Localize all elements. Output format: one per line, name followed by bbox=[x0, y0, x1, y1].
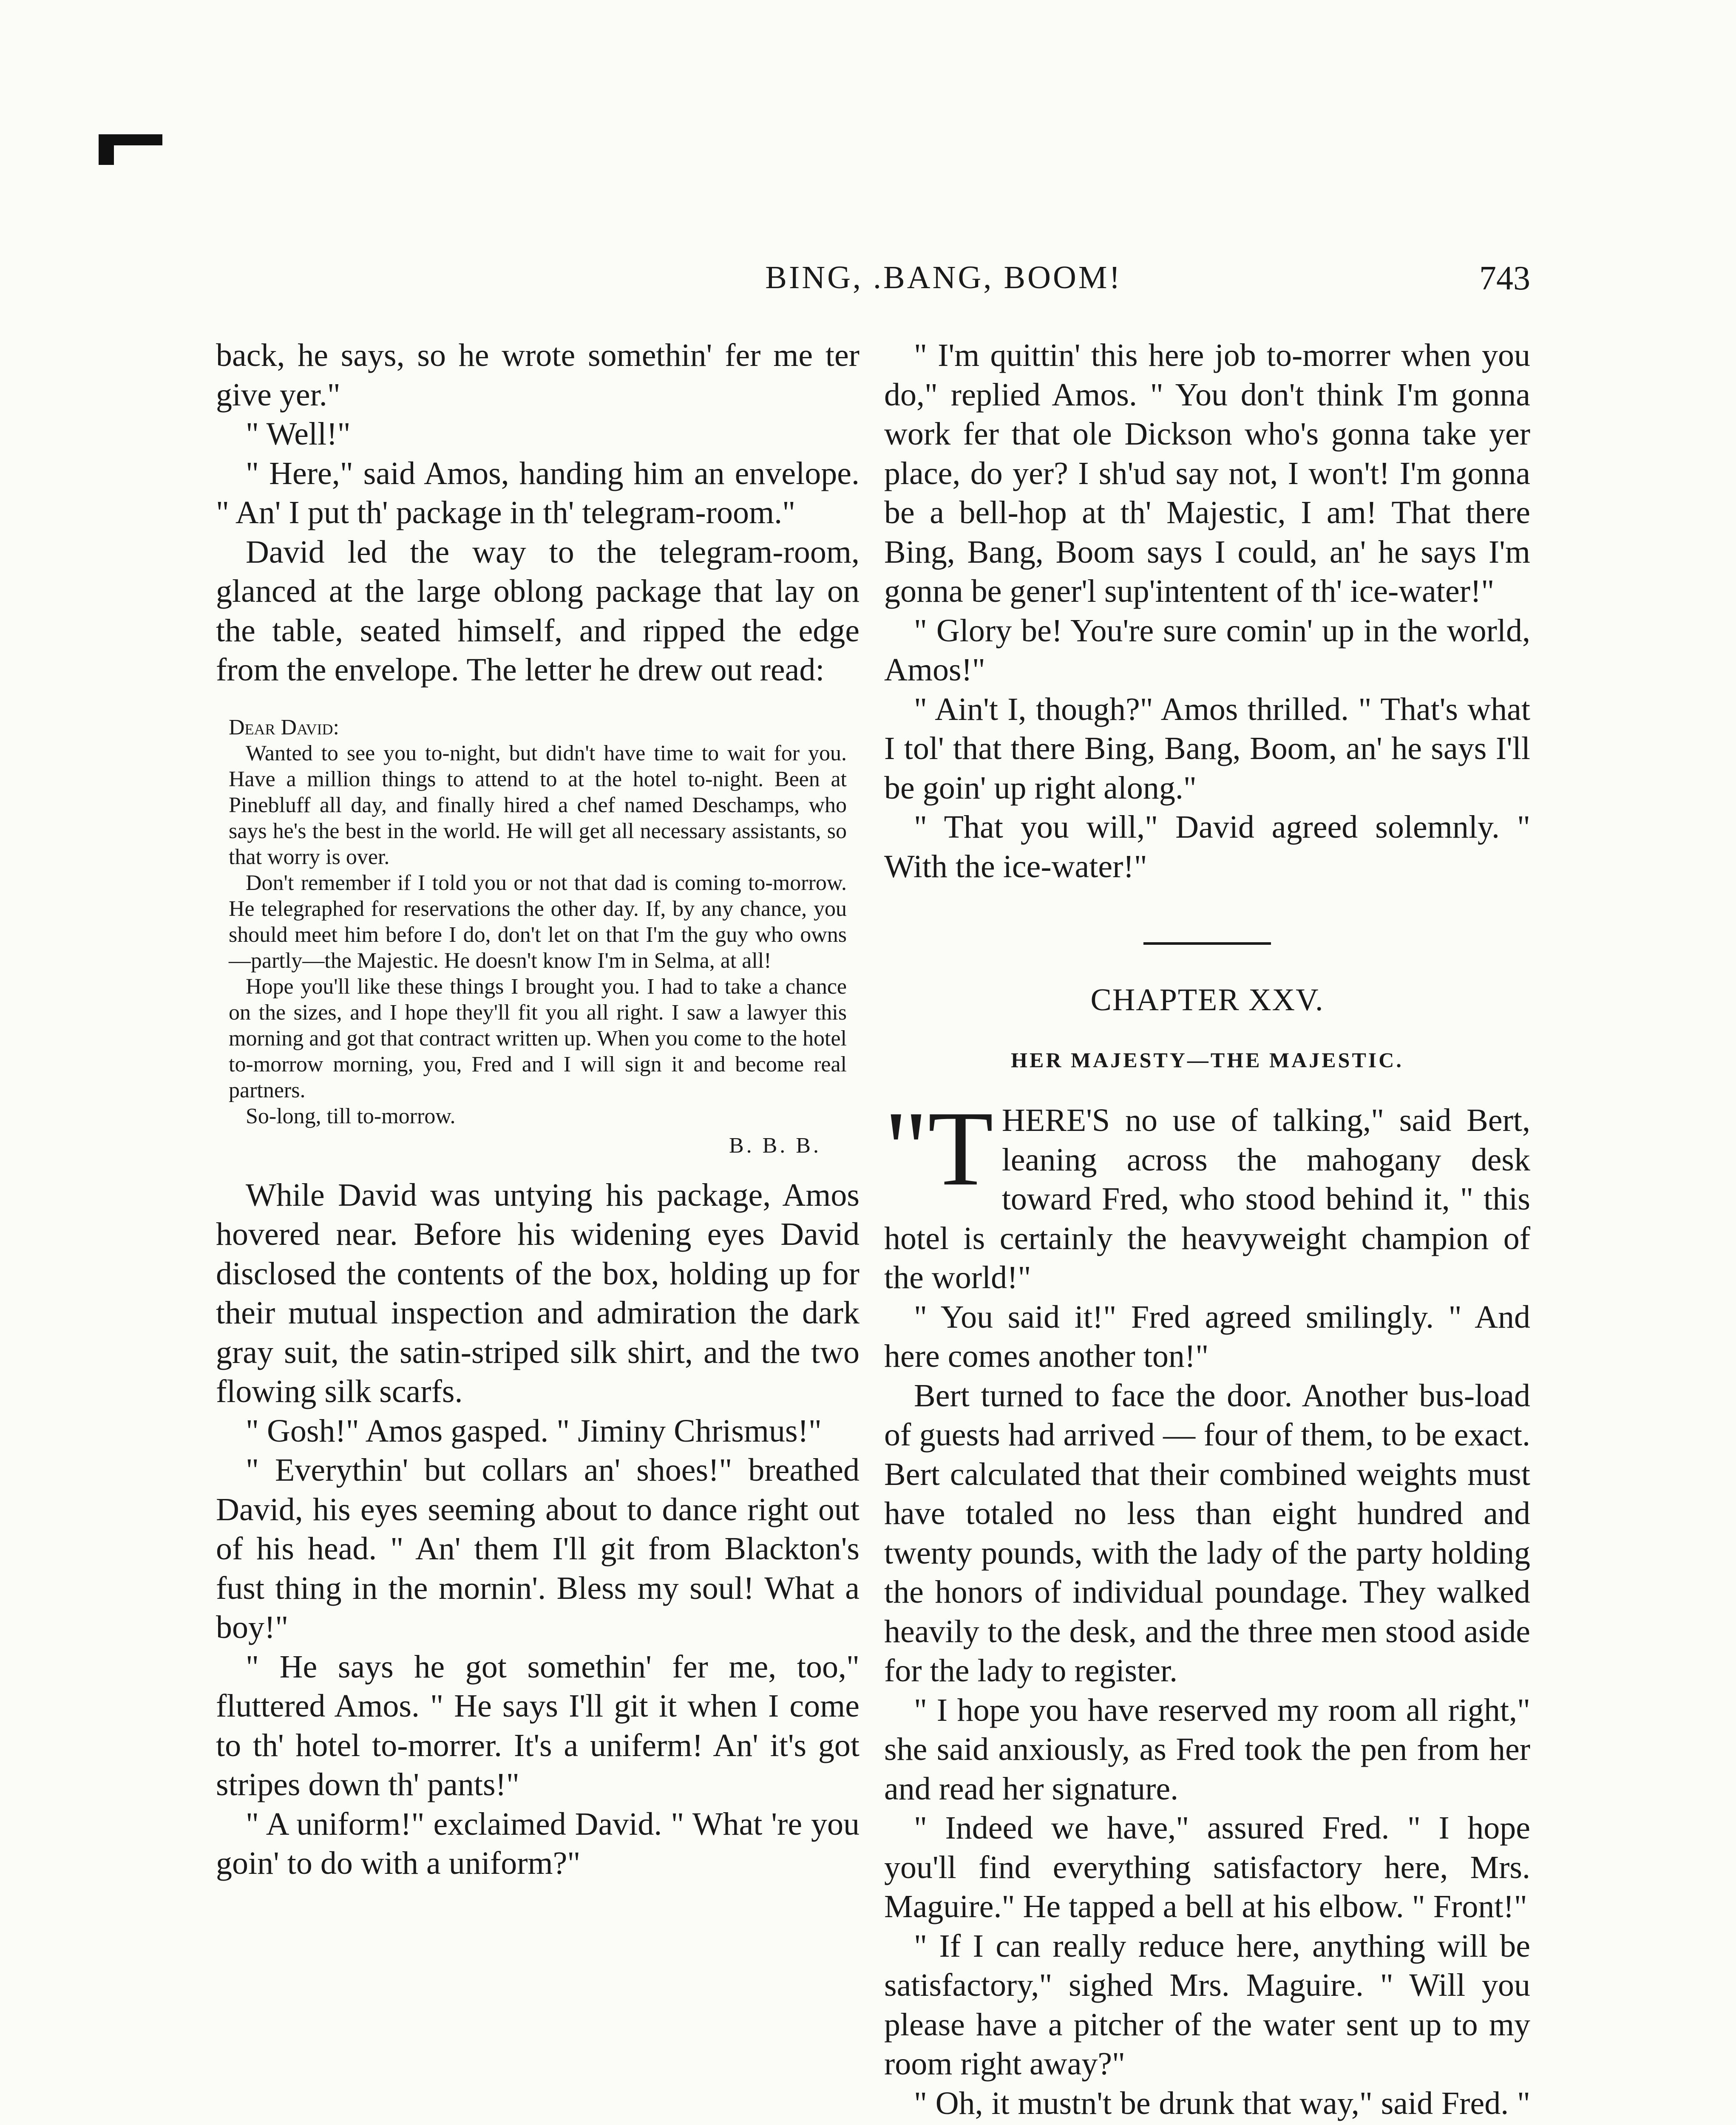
chapter-title: CHAPTER XXV. bbox=[1090, 983, 1324, 1017]
left-column bbox=[216, 336, 859, 1883]
letter-paragraph: Don't remember if I told you or not that dad is coming to-morrow. He telegraphed for reservations the other day. If, by any chance, you should meet him before I do, don't let on that I'm the guy who owns—partly—the Majestic. He doesn't know I'm in Selma, at all! bbox=[229, 870, 847, 973]
page-number: 743 bbox=[1479, 260, 1530, 297]
paragraph: Bert turned to face the door. Another bus-load of guests had arrived — four of them, to be exact. Bert calculated that their combined weights must have totaled no less than eight hundred and twenty pounds, with the lady of the party holding the honors of individual poundage. They walked heavily to the desk, and the three men stood aside for the lady to register. bbox=[884, 1377, 1530, 1689]
opening-text: HERE'S no use of talking," said Bert, leaning across the mahogany desk toward Fred, who stood behind it, " this hotel is certainly the heavyweight champion of the world!" bbox=[884, 1102, 1530, 1295]
letter-paragraph: Wanted to see you to-night, but didn't have time to wait for you. Have a million things to attend to at the hotel to-night. Been at Pinebluff all day, and finally hired a chef named Deschamps, who says he's the best in the world. He will get all necessary assistants, so that worry is over. bbox=[229, 741, 847, 869]
corner-print-mark bbox=[99, 134, 162, 145]
right-column bbox=[884, 336, 1530, 2125]
letter-block bbox=[229, 714, 847, 1159]
drop-cap-letter: T bbox=[928, 1089, 993, 1208]
letter-paragraph: So-long, till to-morrow. bbox=[246, 1104, 456, 1128]
paragraph: back, he says, so he wrote somethin' fer me ter give yer." bbox=[216, 337, 859, 413]
letter-signature: B. B. B. bbox=[729, 1133, 821, 1158]
paragraph: " A uniform!" exclaimed David. " What 're you goin' to do with a uniform?" bbox=[216, 1806, 859, 1881]
chapter-opening-paragraph bbox=[884, 1089, 1530, 1298]
paragraph: " Ain't I, though?" Amos thrilled. " That's what I tol' that there Bing, Bang, Boom, an' he says I'll be goin' up right along." bbox=[884, 691, 1530, 806]
paragraph: " Glory be! You're sure comin' up in the world, Amos!" bbox=[884, 612, 1530, 688]
paragraph: " He says he got somethin' fer me, too," fluttered Amos. " He says I'll git it when I come to th' hotel to-morrer. It's a uniferm! An' it's got stripes down th' pants!" bbox=[216, 1649, 859, 1802]
paragraph: " Here," said Amos, handing him an envelope. " An' I put th' package in th' telegram-room." bbox=[216, 455, 859, 530]
paragraph: While David was untying his package, Amos hovered near. Before his widening eyes David disclosed the contents of the box, holding up for their mutual inspection and admiration the dark gray suit, the satin-striped silk shirt, and the two flowing silk scarfs. bbox=[216, 1177, 859, 1409]
paragraph: " Oh, it mustn't be drunk that way," said Fred. " bbox=[914, 2085, 1530, 2121]
section-divider bbox=[1143, 942, 1271, 945]
paragraph: " That you will," David agreed solemnly. " With the ice-water!" bbox=[884, 809, 1530, 884]
opening-quote: " bbox=[884, 1089, 928, 1208]
running-head: BING, .BANG, BOOM! bbox=[765, 260, 1122, 295]
paragraph: " Everythin' but collars an' shoes!" breathed David, his eyes seeming about to dance right out of his head. " An' them I'll git from Blackton's fust thing in the mornin'. Bless my soul! What a boy!" bbox=[216, 1452, 859, 1645]
paragraph: " You said it!" Fred agreed smilingly. " And here comes another ton!" bbox=[884, 1299, 1530, 1374]
paragraph: " I'm quittin' this here job to-morrer when you do," replied Amos. " You don't think I'm gonna work fer that ole Dickson who's gonna take yer place, do yer? I sh'ud say not, I won't! I'm gonna be a bell-hop at th' Majestic, I am! That there Bing, Bang, Boom says I could, an' he says I'm gonna be gener'l sup'intentent of th' ice-water!" bbox=[884, 337, 1530, 609]
letter-paragraph: Hope you'll like these things I brought you. I had to take a chance on the sizes, and I hope they'll fit you all right. I saw a lawyer this morning and got that contract written up. When you come to the hotel to-morrow morning, you, Fred and I will sign it and become real partners. bbox=[229, 974, 847, 1102]
paragraph: " If I can really reduce here, anything will be satisfactory," sighed Mrs. Maguire. " Will you please have a pitcher of the water sent up to my room right away?" bbox=[884, 1928, 1530, 2082]
chapter-subtitle: HER MAJESTY—THE MAJESTIC. bbox=[1011, 1048, 1404, 1072]
letter-salutation: Dear David: bbox=[229, 715, 339, 740]
paragraph: David led the way to the telegram-room, glanced at the large oblong package that lay on the table, seated himself, and ripped the edge from the envelope. The letter he drew out read: bbox=[216, 534, 859, 688]
page-header bbox=[221, 259, 1530, 306]
paragraph: " I hope you have reserved my room all right," she said anxiously, as Fred took the pen from her and read her signature. bbox=[884, 1692, 1530, 1807]
paragraph: " Well!" bbox=[246, 416, 351, 452]
paragraph: " Indeed we have," assured Fred. " I hope you'll find everything satisfactory here, Mrs. Maguire." He tapped a bell at his elbow. " Front!" bbox=[884, 1810, 1530, 1924]
paragraph: " Gosh!" Amos gasped. " Jiminy Chrismus!" bbox=[246, 1413, 822, 1449]
drop-cap bbox=[884, 1089, 993, 1208]
